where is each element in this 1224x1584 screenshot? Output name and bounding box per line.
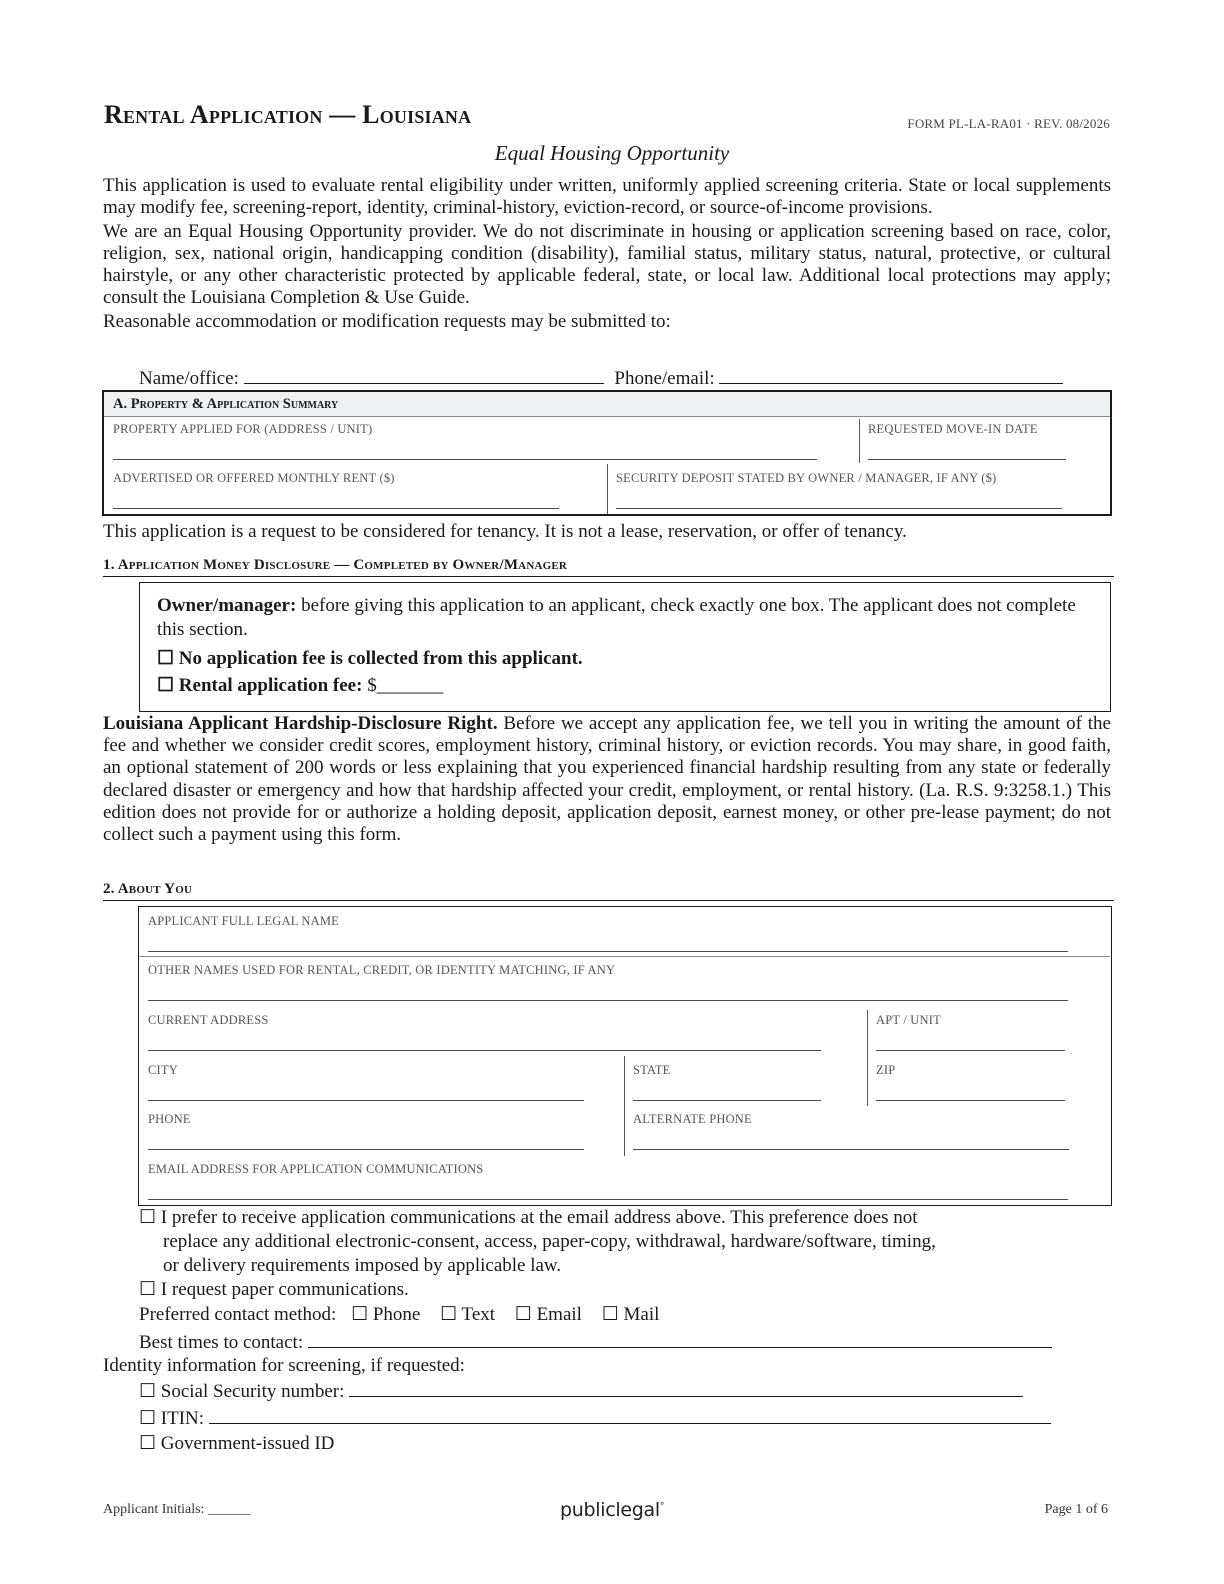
contact-mail-checkbox[interactable]: ☐ Mail [601, 1304, 660, 1325]
move-in-line [868, 459, 1066, 460]
fee-checkbox[interactable] [157, 672, 1094, 699]
state-field[interactable] [633, 1063, 823, 1103]
deposit-line [616, 508, 1062, 509]
section-2-heading: 2. About You [103, 880, 1114, 901]
page-number: Page 1 of 6 [1044, 1502, 1108, 1517]
section-1-heading: 1. Application Money Disclosure — Completed by Owner/Manager [103, 556, 1114, 577]
intro-paragraph-1: This application is used to evaluate rental eligibility under written, uniformly applied screening criteria. State or local supplements may modify fee, screening-report, identity, criminal-history, eviction-record, or source-of-income provisions. [103, 175, 1111, 219]
zip-field[interactable] [876, 1063, 1066, 1103]
gov-id-checkbox[interactable]: ☐ Government-issued ID [139, 1433, 335, 1454]
zip-line [876, 1100, 1065, 1101]
hardship-text: Before we accept any application fee, we tell you in writing the amount of the fee and whether we consider credit scores, employment history, criminal history, or eviction records. You may share, in good faith, an optional statement of 200 words or less explaining that you experienced financial hardship resulting from any state or federally declared disaster or emergency and how that hardship affected your credit, employment, or rental history. (La. R.S. 9:3258.1.) This edition does not provide for or authorize a holding deposit, application deposit, earnest money, or other pre-lease payment; do not collect such a payment using this form. [103, 713, 1111, 846]
current-address-line [148, 1050, 821, 1051]
state-label: STATE [633, 1063, 671, 1077]
full-name-line [148, 951, 1068, 952]
logo-text: publiclegal [559, 1499, 660, 1521]
identity-section [103, 1354, 1113, 1456]
itin-row [103, 1406, 1113, 1432]
email-preference-checkbox[interactable]: ☐ I prefer to receive application communications at the email address above. This preference does not [139, 1207, 918, 1228]
email-label: EMAIL ADDRESS FOR APPLICATION COMMUNICATIONS [148, 1162, 484, 1176]
other-names-line [148, 1000, 1068, 1001]
email-preference-text-3: or delivery requirements imposed by applicable law. [163, 1255, 562, 1276]
security-deposit-field[interactable] [616, 471, 1066, 511]
application-money-box [139, 582, 1111, 712]
state-line [633, 1100, 821, 1101]
city-line [148, 1100, 584, 1101]
owner-instruction [157, 594, 1094, 642]
rent-label: ADVERTISED OR OFFERED MONTHLY RENT ($) [113, 471, 395, 485]
alternate-phone-field[interactable] [633, 1112, 1070, 1152]
contact-text-checkbox[interactable]: ☐ Text [440, 1304, 496, 1325]
owner-instruction-bold: Owner/manager: [157, 595, 297, 616]
property-field[interactable] [113, 422, 818, 462]
divider [867, 1010, 868, 1106]
contact-email-checkbox[interactable]: ☐ Email [514, 1304, 582, 1325]
current-address-label: CURRENT ADDRESS [148, 1013, 269, 1027]
divider [607, 464, 608, 514]
divider [624, 1056, 625, 1156]
move-in-date-field[interactable] [868, 422, 1068, 462]
accommodation-contact-row [139, 366, 1099, 390]
fee-checkbox-label: ☐ Rental application fee: [157, 675, 363, 696]
row-divider [139, 956, 1110, 957]
email-line [148, 1199, 1068, 1200]
email-field[interactable] [148, 1162, 1070, 1202]
no-fee-checkbox[interactable]: ☐ No application fee is collected from this applicant. [157, 648, 583, 669]
apt-unit-field[interactable] [876, 1013, 1066, 1053]
applicant-initials[interactable]: Applicant Initials: ______ [103, 1502, 250, 1517]
deposit-label: SECURITY DEPOSIT STATED BY OWNER / MANAGER, IF ANY ($) [616, 471, 997, 485]
best-times-field[interactable] [308, 1330, 1052, 1348]
intro-paragraph-3: Reasonable accommodation or modification requests may be submitted to: [103, 310, 671, 332]
phone-field[interactable] [148, 1112, 585, 1152]
hardship-heading: Louisiana Applicant Hardship-Disclosure Right. [103, 713, 498, 734]
identity-label: Identity information for screening, if requested: [103, 1355, 465, 1376]
section-a-heading: A. Property & Application Summary [104, 392, 1110, 417]
itin-checkbox[interactable]: ☐ ITIN: [139, 1408, 205, 1429]
property-line [113, 459, 817, 460]
contact-phone-checkbox[interactable]: ☐ Phone [351, 1304, 421, 1325]
best-times-label: Best times to contact: [139, 1332, 304, 1353]
zip-label: ZIP [876, 1063, 896, 1077]
apt-line [876, 1050, 1065, 1051]
phone-email-field[interactable] [719, 366, 1063, 384]
city-label: CITY [148, 1063, 178, 1077]
contact-method-label: Preferred contact method: [139, 1304, 337, 1325]
property-label: PROPERTY APPLIED FOR (ADDRESS / UNIT) [113, 422, 373, 436]
name-office-field[interactable] [244, 366, 604, 384]
current-address-field[interactable] [148, 1013, 823, 1053]
divider [859, 419, 860, 463]
paper-preference-checkbox[interactable]: ☐ I request paper communications. [139, 1279, 409, 1300]
full-name-label: APPLICANT FULL LEGAL NAME [148, 914, 339, 928]
full-name-field[interactable] [148, 914, 1070, 954]
hardship-disclosure [103, 713, 1111, 846]
ssn-field[interactable] [349, 1379, 1023, 1397]
other-names-label: OTHER NAMES USED FOR RENTAL, CREDIT, OR IDENTITY MATCHING, IF ANY [148, 963, 616, 977]
property-summary-box [102, 390, 1112, 516]
city-field[interactable] [148, 1063, 585, 1103]
name-office-label: Name/office: [139, 368, 239, 389]
about-you-box [138, 906, 1112, 1206]
document-title: Rental Application — Louisiana [104, 100, 472, 129]
best-times-row [139, 1330, 1109, 1355]
intro-text [103, 175, 1111, 334]
apt-label: APT / UNIT [876, 1013, 941, 1027]
itin-field[interactable] [209, 1406, 1051, 1424]
phone-line [148, 1149, 584, 1150]
email-preference-text-2: replace any additional electronic-consent, access, paper-copy, withdrawal, hardware/software, timing, [163, 1231, 936, 1252]
communication-preferences [139, 1206, 1109, 1355]
form-id: FORM PL-LA-RA01 · REV. 08/2026 [907, 116, 1110, 131]
logo-mark: ° [659, 1501, 665, 1512]
monthly-rent-field[interactable] [113, 471, 560, 511]
ssn-checkbox[interactable]: ☐ Social Security number: [139, 1381, 345, 1402]
publiclegal-logo [0, 1499, 1224, 1521]
intro-paragraph-2: We are an Equal Housing Opportunity provider. We do not discriminate in housing or application screening based on race, color, religion, sex, national origin, handicapping condition (disability), familial status, military status, natural, protective, or cultural hairstyle, or any other characteristic protected by applicable federal, state, or local law. Additional local protections may apply; consult the Louisiana Completion & Use Guide. [103, 220, 1111, 309]
owner-instruction-text: before giving this application to an applicant, check exactly one box. The applicant does not complete this section. [157, 595, 1076, 640]
rent-line [113, 508, 559, 509]
move-in-label: REQUESTED MOVE-IN DATE [868, 422, 1038, 436]
fee-amount-field[interactable]: $_______ [362, 675, 444, 696]
tenancy-notice: This application is a request to be considered for tenancy. It is not a lease, reservation, or offer of tenancy. [103, 521, 907, 542]
ssn-row [103, 1379, 1113, 1406]
phone-email-label: Phone/email: [614, 368, 715, 389]
contact-method-row [139, 1303, 1109, 1330]
other-names-field[interactable] [148, 963, 1070, 1003]
subtitle: Equal Housing Opportunity [494, 141, 730, 165]
alt-phone-line [633, 1149, 1069, 1150]
alt-phone-label: ALTERNATE PHONE [633, 1112, 752, 1126]
phone-label: PHONE [148, 1112, 191, 1126]
